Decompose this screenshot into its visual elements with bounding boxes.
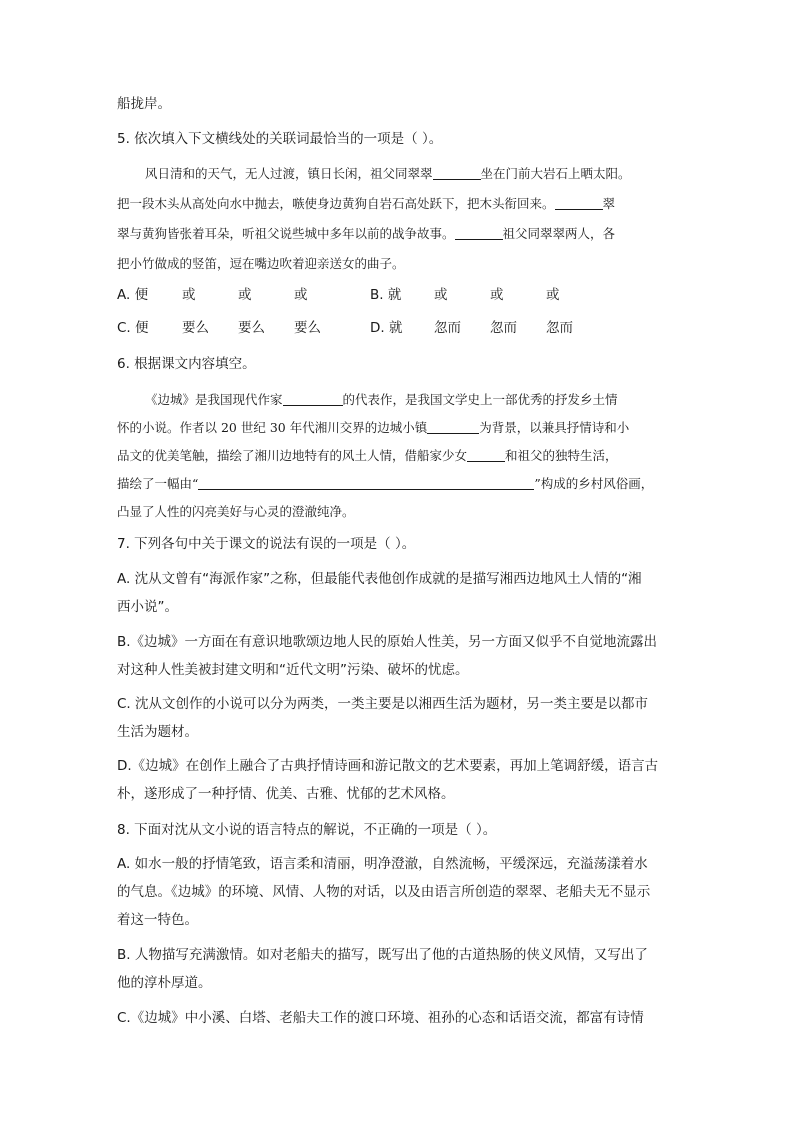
q8-option-c: C.《边城》中小溪、白塔、老船夫工作的渡口环境、祖孙的心态和话语交流，都富有诗情 <box>117 1010 644 1026</box>
q5-text: 风日清和的天气，无人过渡，镇日长闲，祖父同翠翠 <box>145 166 433 181</box>
option-d-word: 忽而 <box>434 320 461 336</box>
q6-text: 怀的小说。作者以 20 世纪 30 年代湘川交界的边城小镇 <box>117 420 428 435</box>
q7-option-b: B.《边城》一方面在有意识地歌颂边地人民的原始人性美，另一方面又似乎不自觉地流露出 <box>117 634 658 650</box>
q8-option-a: A. 如水一般的抒情笔致，语言柔和清丽，明净澄澈，自然流畅，平缓深远，充溢荡漾着水 <box>117 856 648 872</box>
option-d-label[interactable]: D. 就 <box>370 320 403 336</box>
q6-blank-author <box>283 391 343 406</box>
q6-text: 的代表作，是我国文学史上一部优秀的抒发乡土情 <box>342 392 618 407</box>
option-b-label[interactable]: B. 就 <box>370 287 402 303</box>
q5-blank-1 <box>433 165 481 180</box>
q6-blank-town <box>427 419 479 434</box>
q6-passage-line <box>145 390 618 410</box>
option-b-word: 或 <box>434 287 448 303</box>
question-8-stem: 8. 下面对沈从文小说的语言特点的解说，不正确的一项是（ ）。 <box>117 822 497 838</box>
q8-option-a-cont: 着这一特色。 <box>117 912 198 928</box>
q8-option-b: B. 人物描写充满激情。如对老船夫的描写，既写出了他的古道热肠的侠义风情，又写出了 <box>117 947 648 963</box>
option-c-word: 要么 <box>238 320 265 336</box>
option-b-word: 或 <box>490 287 504 303</box>
q5-text: 把一段木头从高处向水中抛去，嗾使身边黄狗自岩石高处跃下，把木头衔回来。 <box>117 196 555 211</box>
q6-text: 为背景，以兼具抒情诗和小 <box>479 420 630 435</box>
q6-text: ”构成的乡村风俗画， <box>534 476 654 491</box>
option-c-word: 要么 <box>182 320 209 336</box>
q6-passage-line <box>117 418 629 438</box>
q5-text: 祖父同翠翠两人，各 <box>502 226 616 241</box>
option-d-word: 忽而 <box>546 320 573 336</box>
q5-text: 坐在门前大岩石上晒太阳。 <box>480 166 631 181</box>
q5-passage-line <box>145 164 631 184</box>
question-6-stem: 6. 根据课文内容填空。 <box>117 356 256 372</box>
q6-text: 和祖父的独特生活， <box>505 448 618 463</box>
q5-passage-line <box>117 224 615 244</box>
q7-option-d-cont: 朴，遂形成了一种抒情、优美、古雅、忧郁的艺术风格。 <box>117 786 455 802</box>
q6-text: 描绘了一幅由“ <box>117 476 199 491</box>
question-7-stem: 7. 下列各句中关于课文的说法有误的一项是（ ）。 <box>117 536 416 552</box>
q7-option-b-cont: 对这种人性美被封建文明和“近代文明”污染、破坏的忧虑。 <box>117 662 469 678</box>
q8-option-a-cont: 的气息。《边城》的环境、风情、人物的对话，以及由语言所创造的翠翠、老船夫无不显示 <box>117 884 651 900</box>
q6-passage-line <box>117 474 653 494</box>
text-line: 船拢岸。 <box>117 96 171 112</box>
q6-text: 《边城》是我国现代作家 <box>145 392 283 407</box>
q7-option-a-cont: 西小说”。 <box>117 599 178 615</box>
option-c-label[interactable]: C. 便 <box>117 320 149 336</box>
q5-text: 翠与黄狗皆张着耳朵，听祖父说些城中多年以前的战争故事。 <box>117 226 455 241</box>
option-a-word: 或 <box>238 287 252 303</box>
question-5-stem: 5. 依次填入下文横线处的关联词最恰当的一项是（ ）。 <box>117 131 443 147</box>
option-a-word: 或 <box>294 287 308 303</box>
option-b-word: 或 <box>546 287 560 303</box>
option-a-word: 或 <box>182 287 196 303</box>
q6-text: 品文的优美笔触，描绘了湘川边地特有的风土人情，借船家少女 <box>117 448 468 463</box>
q7-option-c-cont: 生活为题材。 <box>117 724 198 740</box>
q7-option-a: A. 沈从文曾有“海派作家”之称，但最能代表他创作成就的是描写湘西边地风土人情的“湘 <box>117 571 642 587</box>
q7-option-d: D.《边城》在创作上融合了古典抒情诗画和游记散文的艺术要素，再加上笔调舒缓，语言古 <box>117 758 659 774</box>
q5-blank-2 <box>555 195 603 210</box>
option-d-word: 忽而 <box>490 320 517 336</box>
q6-blank-scenes <box>198 475 534 490</box>
q5-blank-3 <box>455 225 503 240</box>
q6-passage-line <box>117 446 618 466</box>
q6-passage-line: 凸显了人性的闪亮美好与心灵的澄澈纯净。 <box>117 504 355 519</box>
q7-option-c: C. 沈从文创作的小说可以分为两类，一类主要是以湘西生活为题材，另一类主要是以都市 <box>117 696 649 712</box>
option-c-word: 要么 <box>294 320 321 336</box>
option-a-label[interactable]: A. 便 <box>117 287 149 303</box>
q5-passage-line <box>117 194 615 214</box>
q8-option-b-cont: 他的淳朴厚道。 <box>117 975 212 991</box>
q6-blank-girl <box>467 447 505 462</box>
q5-passage-line: 把小竹做成的竖笛，逗在嘴边吹着迎亲送女的曲子。 <box>117 256 405 271</box>
q5-text: 翠 <box>602 196 616 211</box>
